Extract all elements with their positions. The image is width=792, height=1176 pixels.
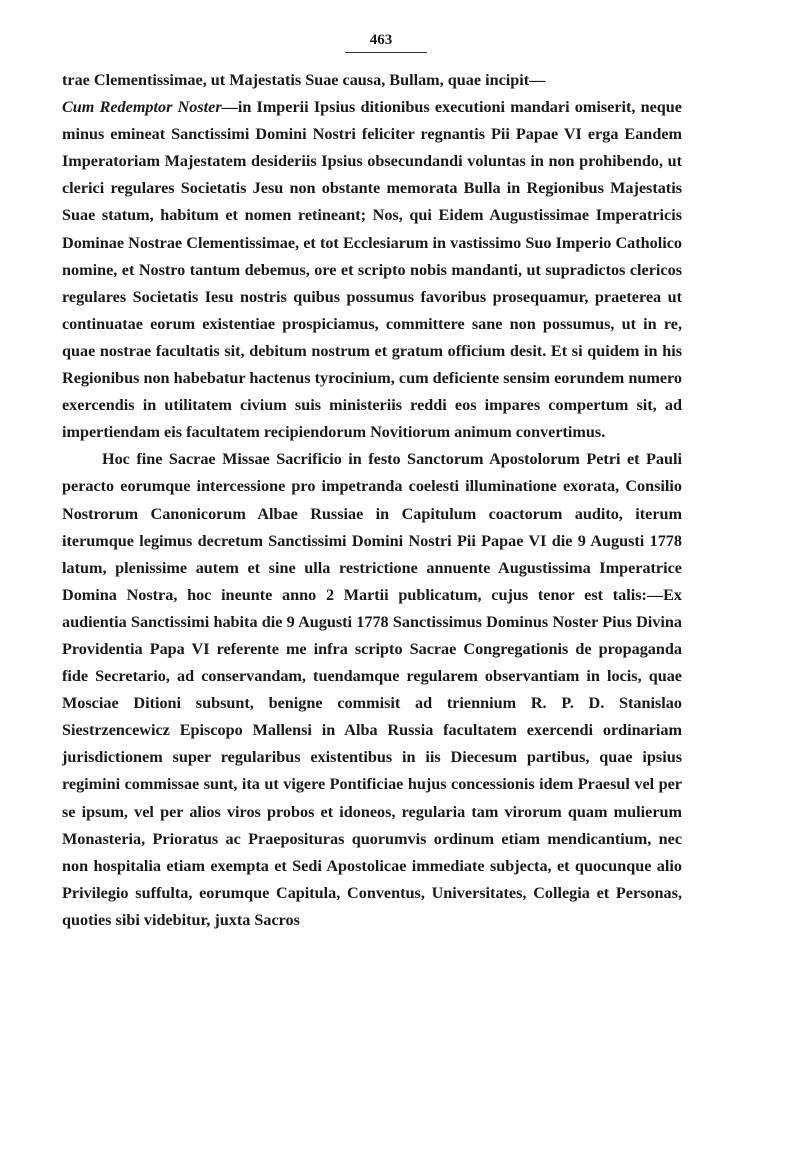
- paragraph-text: trae Clementissimae, ut Majestatis Suae causa, Bullam, quae incipit—: [62, 71, 546, 89]
- paragraph-text: —in Imperii Ipsius ditionibus executioni mandari omiserit, neque minus emineat Sanctissimi Domini Nostri feliciter regnantis Pii Papae VI erga Eandem Imperatoriam Majestatem desideriis Ipsius obsecundandi voluntas in non prohibendo, ut clerici regulares Societatis Jesu non obstante memorata Bulla in Regionibus Majestatis Suae statum, habitum et nomen retineant; Nos, qui Eidem Augustissimae Imperatricis Dominae Nostrae Clementissimae, et tot Ecclesiarum in vastissimo Suo Imperio Catholico nomine, et Nostro tantum debemus, ore et scripto nobis mandanti, ut supradictos clericos regulares Societatis Iesu nostris quibus possumus favoribus prosequamur, praeterea ut continuatae eorum existentiae prospiciamus, committere sane non possumus, ut in re, quae nostrae facultatis sit, debitum nostrum et gratum officium desit. Et si quidem in his Regionibus non habebatur hactenus tyrocinium, cum deficiente sensim eorundem numero exercendis in utilitatem civium suis ministeriis reddi eos impares compertum sit, ad impertiendam eis facultatem recipiendorum Novitiorum animum convertimus.: [62, 98, 682, 442]
- page-number-rule: [345, 52, 427, 53]
- paragraph: [62, 446, 682, 934]
- page-number: 463: [369, 32, 393, 48]
- paragraph-text: Hoc fine Sacrae Missae Sacrificio in festo Sanctorum Apostolorum Petri et Pauli peracto eorumque intercessione pro impetranda coelesti illuminatione exorata, Consilio Nostrorum Canonicorum Albae Russiae in Capitulum coactorum audito, iterum iterumque legimus decretum Sanctissimi Domini Nostri Pii Papae VI die 9 Augusti 1778 latum, plenissime autem et sine ulla restrictione annuente Augustissima Imperatrice Domina Nostra, hoc ineunte anno 2 Martii publicatum, cujus tenor est talis:—Ex audientia Sanctissimi habita die 9 Augusti 1778 Sanctissimus Dominus Noster Pius Divina Providentia Papa VI referente me infra scripto Sacrae Congregationis de propaganda fide Secretario, ad conservandam, tuendamque regularem observantiam in locis, quae Mosciae Ditioni subsunt, benigne commisit ad triennium R. P. D. Stanislao Siestrzencewicz Episcopo Mallensi in Alba Russia facultatem exercendi ordinariam jurisdictionem super regularibus existentibus in iis Diecesum partibus, quae ipsius regimini commissae sunt, ita ut vigere Pontificiae hujus concessionis idem Praesul vel per se ipsum, vel per alios viros probos et idoneos, regularia tam virorum quam mulierum Monasteria, Prioratus ac Praeposituras quorumvis ordinum etiam mendicantium, nec non hospitalia etiam exempta et Sedi Apostolicae immediate subjecta, et quocunque alio Privilegio suffulta, eorumque Capitula, Conventus, Universitates, Collegia et Personas, quoties sibi videbitur, juxta Sacros: [62, 450, 682, 929]
- bull-title-italic: Cum Redemptor Noster: [62, 98, 222, 117]
- document-page: [62, 30, 682, 934]
- body-text: [62, 67, 682, 934]
- paragraph: [62, 67, 682, 446]
